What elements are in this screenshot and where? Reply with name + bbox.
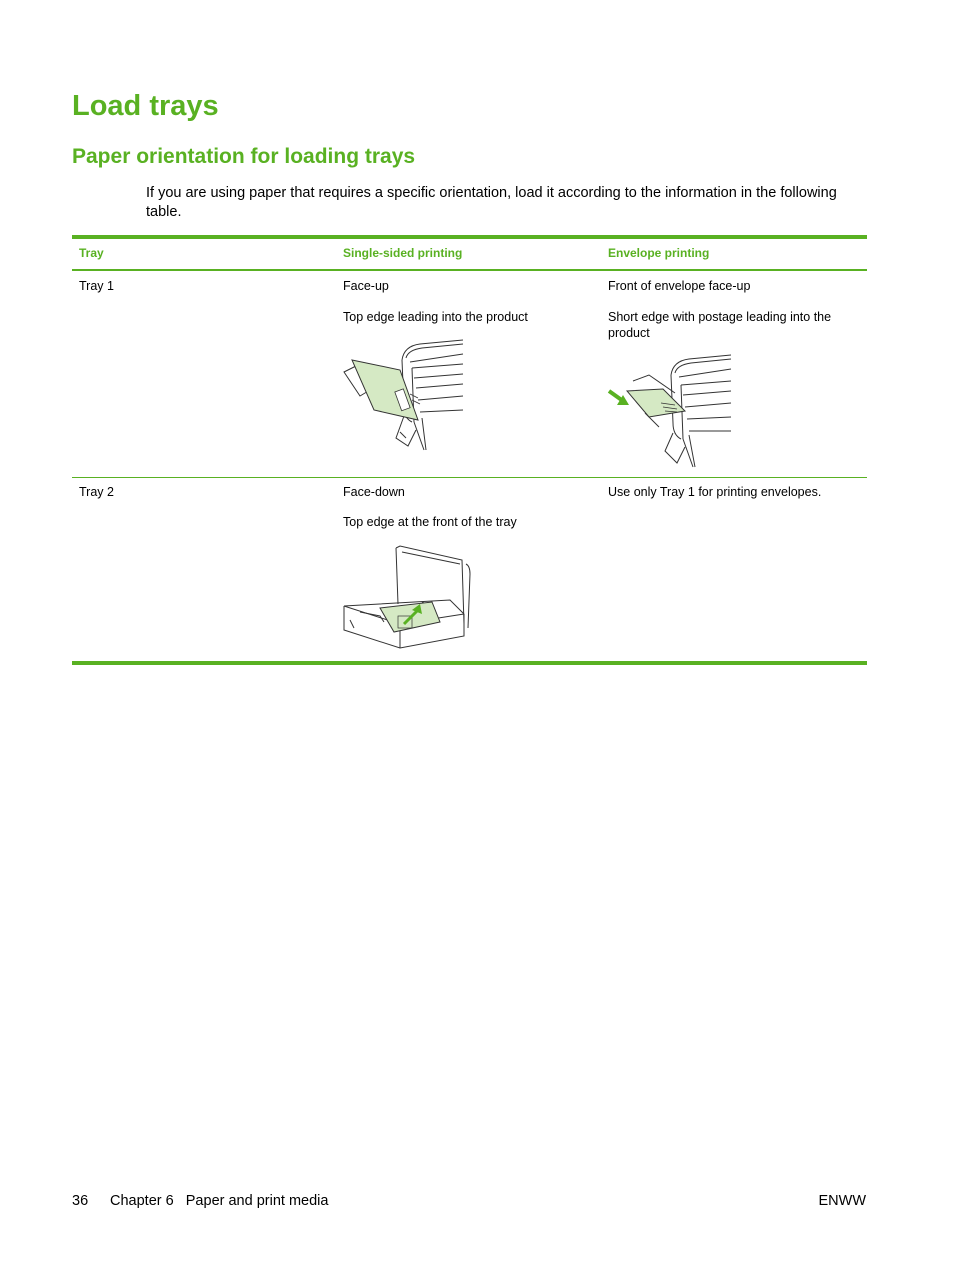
header-envelope: Envelope printing <box>608 246 710 260</box>
tray2-paper-illustration <box>340 544 472 654</box>
single-sided-line: Face-down <box>343 485 405 499</box>
intro-text: If you are using paper that requires a specific orientation, load it according to the information in the following table. <box>146 185 837 220</box>
section-title: Paper orientation for loading trays <box>72 145 416 168</box>
tray1-envelope-illustration <box>605 353 735 469</box>
table-top-rule <box>72 235 867 239</box>
page-number: 36 <box>72 1193 89 1209</box>
chapter-label: Chapter 6 Paper and print media <box>110 1193 329 1209</box>
header-tray: Tray <box>79 246 104 260</box>
header-rule <box>72 269 867 271</box>
row-divider <box>72 477 867 478</box>
single-sided-line: Top edge leading into the product <box>343 310 528 324</box>
tray-cell: Tray 1 <box>79 279 114 293</box>
table-bottom-rule <box>72 661 867 665</box>
page-title: Load trays <box>72 90 219 122</box>
tray1-paper-illustration <box>342 338 466 452</box>
single-sided-line: Top edge at the front of the tray <box>343 515 517 529</box>
footer-code: ENWW <box>818 1193 866 1209</box>
tray-cell: Tray 2 <box>79 485 114 499</box>
single-sided-line: Face-up <box>343 279 389 293</box>
header-single-sided: Single-sided printing <box>343 246 463 260</box>
envelope-line: Short edge with postage leading into the product <box>608 310 832 340</box>
envelope-line: Front of envelope face-up <box>608 279 751 293</box>
envelope-line: Use only Tray 1 for printing envelopes. <box>608 485 822 499</box>
